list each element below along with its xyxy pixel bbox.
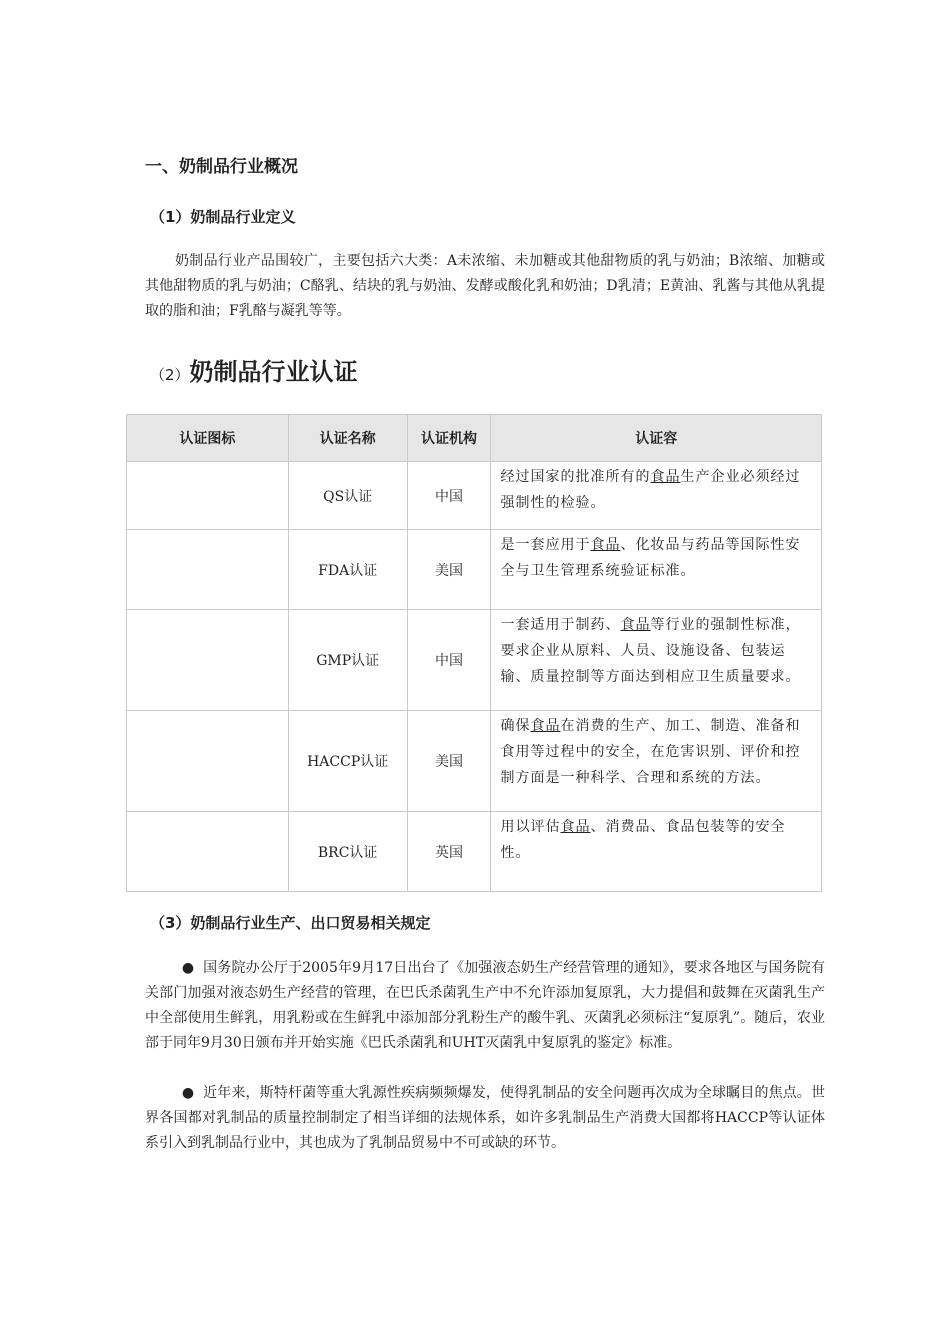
cert-content: 用以评估食品、消费品、食品包装等的安全性。 — [491, 812, 822, 892]
cert-name: HACCP认证 — [288, 711, 407, 812]
cert-icon-cell — [127, 610, 289, 711]
cert-content: 经过国家的批准所有的食品生产企业必须经过强制性的检验。 — [491, 462, 822, 530]
cert-org: 美国 — [407, 711, 491, 812]
cert-org: 中国 — [407, 462, 491, 530]
table-row — [127, 711, 822, 812]
cert-name: QS认证 — [288, 462, 407, 530]
table-row — [127, 530, 822, 610]
cert-content: 一套适用于制药、食品等行业的强制性标准，要求企业从原料、人员、设施设备、包装运输、质量控制等方面达到相应卫生质量要求。 — [491, 610, 822, 711]
food-link[interactable]: 食品 — [620, 617, 651, 633]
food-link[interactable]: 食品 — [530, 718, 561, 734]
cert-content: 是一套应用于食品、化妆品与药品等国际性安全与卫生管理系统验证标准。 — [491, 530, 822, 610]
table-row — [127, 812, 822, 892]
food-link[interactable]: 食品 — [590, 537, 621, 553]
cert-icon-cell — [127, 462, 289, 530]
subsection-heading: 奶制品行业认证 — [189, 358, 358, 386]
cert-name: GMP认证 — [288, 610, 407, 711]
table-row — [127, 462, 822, 530]
cert-name: BRC认证 — [288, 812, 407, 892]
header-content: 认证容 — [491, 415, 822, 462]
cert-content: 确保食品在消费的生产、加工、制造、准备和食用等过程中的安全，在危害识别、评价和控制方面是一种科学、合理和系统的方法。 — [491, 711, 822, 812]
bullet-text: 近年来，斯特杆菌等重大乳源性疾病频频爆发，使得乳制品的安全问题再次成为全球瞩目的焦点。世界各国都对乳制品的质量控制制定了相当详细的法规体系，如许多乳制品生产消费大国都将HACCP等认证体系引入到乳制品行业中，其也成为了乳制品贸易中不可或缺的环节。 — [145, 1085, 825, 1151]
table-row — [127, 610, 822, 711]
definition-paragraph: 奶制品行业产品围较广，主要包括六大类：A未浓缩、未加糖或其他甜物质的乳与奶油；B浓缩、加糖或其他甜物质的乳与奶油；C酪乳、结块的乳与奶油、发酵或酸化乳和奶油；D乳清；E黄油、乳酱与其他从乳提取的脂和油；F乳酪与凝乳等等。 — [145, 253, 825, 319]
list-item — [145, 956, 825, 1056]
cert-org: 中国 — [407, 610, 491, 711]
table-header-row — [127, 415, 822, 462]
subsection-number: （2） — [150, 366, 190, 384]
certification-table — [126, 414, 822, 892]
cert-icon-cell — [127, 711, 289, 812]
food-link[interactable]: 食品 — [650, 469, 681, 485]
header-name: 认证名称 — [288, 415, 407, 462]
section-title: 一、奶制品行业概况 — [145, 157, 298, 177]
cert-icon-cell — [127, 530, 289, 610]
subsection-title-certification — [150, 352, 358, 387]
cert-icon-cell — [127, 812, 289, 892]
subsection-title-regulations: （3）奶制品行业生产、出口贸易相关规定 — [150, 914, 431, 932]
list-item — [145, 1081, 825, 1156]
bullet-icon: ● — [181, 1085, 195, 1101]
header-icon: 认证图标 — [127, 415, 289, 462]
bullet-icon: ● — [181, 960, 195, 976]
header-org: 认证机构 — [407, 415, 491, 462]
subsection-title-definition: （1）奶制品行业定义 — [150, 208, 296, 226]
bullet-text: 国务院办公厅于2005年9月17日出台了《加强液态奶生产经营管理的通知》，要求各地区与国务院有关部门加强对液态奶生产经营的管理，在巴氏杀菌乳生产中不允许添加复原乳，大力提倡和鼓舞在灭菌乳生产中全部使用生鲜乳，用乳粉或在生鲜乳中添加部分乳粉生产的酸牛乳、灭菌乳必须标注“复原乳”。随后，农业部于同年9月30日颁布并开始实施《巴氏杀菌乳和UHT灭菌乳中复原乳的鉴定》标准。 — [145, 960, 825, 1051]
cert-org: 英国 — [407, 812, 491, 892]
cert-org: 美国 — [407, 530, 491, 610]
food-link[interactable]: 食品 — [560, 819, 591, 835]
cert-name: FDA认证 — [288, 530, 407, 610]
